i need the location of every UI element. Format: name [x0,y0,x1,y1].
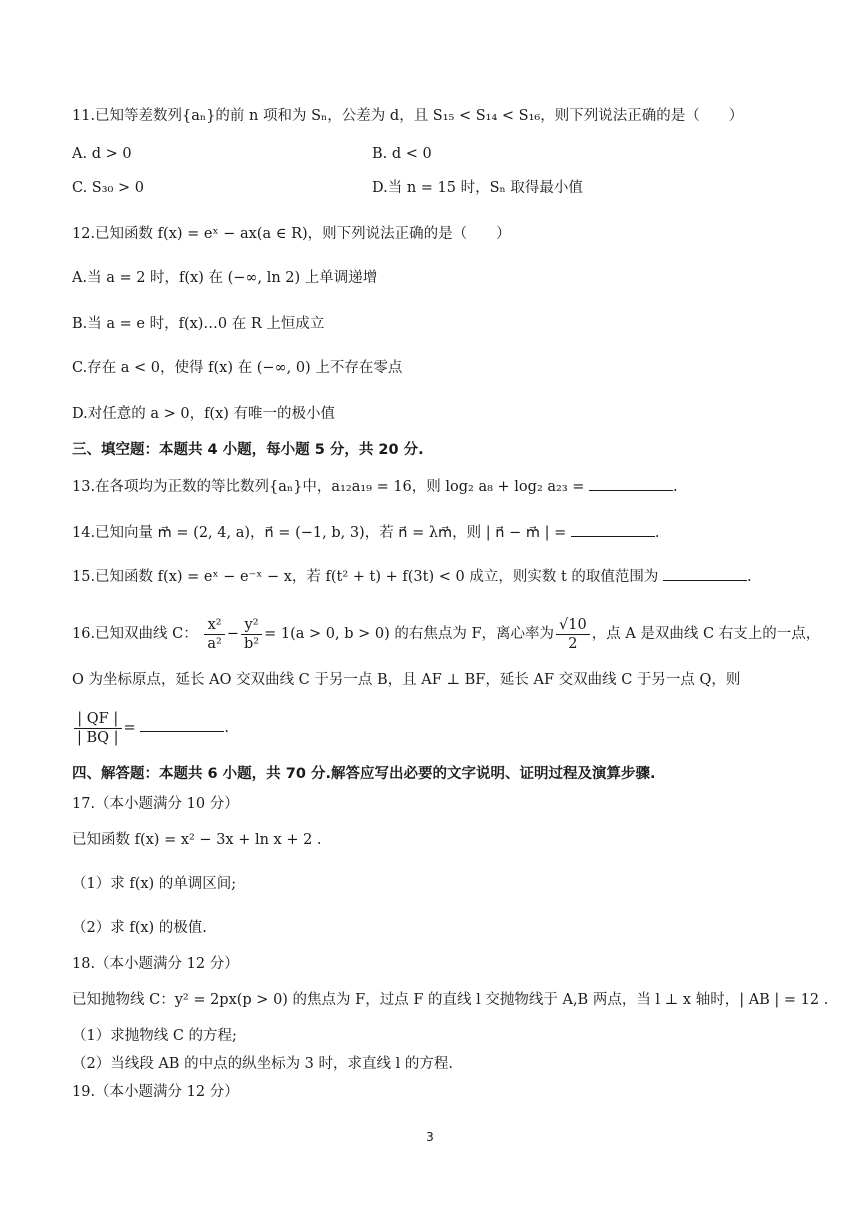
q14-text: 14.已知向量 m⃗ = (2, 4, a)，n⃗ = (−1, b, 3)，若 n⃗ = λm⃗，则 | n⃗ − m⃗ | = [72,525,567,541]
q12-option-a: A.当 a = 2 时，f(x) 在 (−∞, ln 2) 上单调递增 [72,270,378,286]
frac-num: x² [204,616,224,635]
q16-text-end: ，点 A 是双曲线 C 右支上的一点， [591,626,821,642]
q16-text-start: 16.已知双曲线 C： [72,626,198,642]
q12-option-b: B.当 a = e 时，f(x)…0 在 R 上恒成立 [72,316,325,332]
q12-option-d: D.对任意的 a > 0，f(x) 有唯一的极小值 [72,406,336,422]
q13-text: 13.在各项均为正数的等比数列{aₙ}中，a₁₂a₁₉ = 16，则 log₂ a₈ + log₂ a₂₃ = [72,479,585,495]
q11-option-b: B. d < 0 [372,146,432,162]
q11-option-a: A. d > 0 [72,146,132,162]
equals-sign: = [123,720,136,736]
q18-part-1: （1）求抛物线 C 的方程; [72,1028,237,1044]
q16-fraction-x2-a2 [204,616,224,653]
q16-fraction-eccentricity [556,616,590,653]
frac-den: 2 [568,635,578,652]
q13-answer-blank [589,476,673,491]
q16-line2: O 为坐标原点，延长 AO 交双曲线 C 于另一点 B，且 AF ⊥ BF，延长 AF 交双曲线 C 于另一点 Q，则 [72,672,741,688]
q14 [72,522,659,543]
q18-stem: 已知抛物线 C：y² = 2px(p > 0) 的焦点为 F，过点 F 的直线 l 交抛物线于 A,B 两点，当 l ⊥ x 轴时，| AB | = 12 . [72,992,829,1008]
q19-heading: 19.（本小题满分 12 分） [72,1084,239,1100]
q16-end: . [224,720,229,736]
q11-option-d: D.当 n = 15 时，Sₙ 取得最小值 [372,180,583,196]
q16-text-mid: = 1(a > 0, b > 0) 的右焦点为 F，离心率为 [264,626,555,642]
q15-end: . [747,569,752,585]
section-4-heading: 四、解答题：本题共 6 小题，共 70 分.解答应写出必要的文字说明、证明过程及演算步骤. [72,766,656,782]
q11-option-c: C. S₃₀ > 0 [72,180,144,196]
q13-end: . [673,479,678,495]
q14-answer-blank [571,522,655,537]
q16-fraction-y2-b2 [241,616,262,653]
q14-end: . [654,525,660,541]
q16-answer-blank [140,717,224,732]
q18-heading: 18.（本小题满分 12 分） [72,956,239,972]
frac-den: b² [244,635,260,652]
q15-text: 15.已知函数 f(x) = eˣ − e⁻ˣ − x，若 f(t² + t) + f(3t) < 0 成立，则实数 t 的取值范围为 [72,569,659,585]
section-3-heading: 三、填空题：本题共 4 小题，每小题 5 分，共 20 分. [72,442,424,458]
q17-part-2: （2）求 f(x) 的极值. [72,920,207,936]
q17-part-1: （1）求 f(x) 的单调区间; [72,876,237,892]
q12-stem: 12.已知函数 f(x) = eˣ − ax(a ∈ R)，则下列说法正确的是（ ） [72,226,511,242]
q11-stem: 11.已知等差数列{aₙ}的前 n 项和为 Sₙ，公差为 d，且 S₁₅ < S₁₄ < S₁₆，则下列说法正确的是（ ） [72,108,744,124]
q16-line1 [72,614,820,654]
minus-sign: − [226,626,239,642]
q16-line3 [72,708,229,748]
q15-answer-blank [663,566,747,581]
frac-den: a² [207,635,222,652]
frac-num: y² [241,616,262,635]
q16-fraction-qf-bq [74,710,122,747]
q17-stem: 已知函数 f(x) = x² − 3x + ln x + 2 . [72,832,322,848]
q15 [72,566,752,587]
q12-option-c: C.存在 a < 0，使得 f(x) 在 (−∞, 0) 上不存在零点 [72,360,403,376]
page-number: 3 [426,1130,434,1144]
frac-num: | QF | [74,710,122,729]
q17-heading: 17.（本小题满分 10 分） [72,796,239,812]
frac-num: √10 [556,616,590,635]
q18-part-2: （2）当线段 AB 的中点的纵坐标为 3 时，求直线 l 的方程. [72,1056,453,1072]
q13 [72,476,678,497]
frac-den: | BQ | [77,729,119,746]
